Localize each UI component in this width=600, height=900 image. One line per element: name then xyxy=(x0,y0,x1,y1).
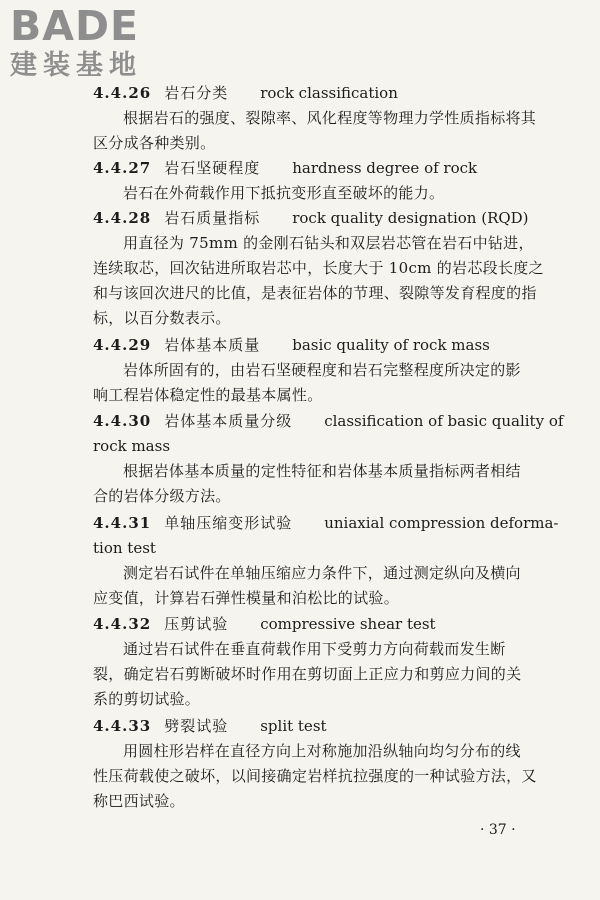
bade-logo xyxy=(10,4,180,82)
term-heading-4-4-27 xyxy=(93,158,477,178)
term-cn: 劈裂试验 xyxy=(164,717,229,735)
term-en: rock classification xyxy=(260,84,398,102)
term-en: hardness degree of rock xyxy=(292,159,478,177)
logo-text-cn: 建装基地 xyxy=(10,50,142,81)
term-cn: 单轴压缩变形试验 xyxy=(164,514,293,532)
definition-line: 用圆柱形岩样在直径方向上对称施加沿纵轴向均匀分布的线 xyxy=(123,742,521,760)
term-definition-4-4-27 xyxy=(93,183,533,208)
term-definition-4-4-29 xyxy=(93,360,533,410)
term-heading-cont xyxy=(93,436,170,456)
term-heading-4-4-28 xyxy=(93,208,529,228)
term-cn: 岩石分类 xyxy=(164,84,229,102)
logo-text-en: BADE xyxy=(10,2,140,50)
term-number: 4.4.30 xyxy=(93,412,152,430)
term-heading-4-4-29 xyxy=(93,335,490,355)
term-heading-4-4-26 xyxy=(93,83,398,103)
term-number: 4.4.32 xyxy=(93,615,152,633)
term-definition-4-4-28 xyxy=(93,233,544,333)
term-cn: 压剪试验 xyxy=(164,615,229,633)
term-en: basic quality of rock mass xyxy=(292,336,490,354)
definition-line: 性压荷载使之破坏，以间接确定岩样抗拉强度的一种试验方法，又 xyxy=(93,767,537,785)
definition-line: 系的剪切试验。 xyxy=(93,690,201,708)
definition-line: 响工程岩体稳定性的最基本属性。 xyxy=(93,386,323,404)
definition-line: 区分成各种类别。 xyxy=(93,134,216,152)
term-heading-4-4-30 xyxy=(93,411,563,431)
definition-line: 根据岩体基本质量的定性特征和岩体基本质量指标两者相结 xyxy=(123,462,521,480)
term-number: 4.4.33 xyxy=(93,717,152,735)
term-number: 4.4.27 xyxy=(93,159,152,177)
term-heading-4-4-32 xyxy=(93,614,436,634)
term-definition-4-4-33 xyxy=(93,741,537,816)
term-heading-4-4-31 xyxy=(93,513,558,533)
term-heading-cont xyxy=(93,538,156,558)
term-definition-4-4-32 xyxy=(93,639,533,714)
term-en-cont: rock mass xyxy=(93,437,171,455)
term-number: 4.4.31 xyxy=(93,514,152,532)
term-en-cont: tion test xyxy=(93,539,156,557)
definition-line: 标，以百分数表示。 xyxy=(93,309,231,327)
term-number: 4.4.26 xyxy=(93,84,152,102)
term-cn: 岩体基本质量分级 xyxy=(164,412,293,430)
term-en: uniaxial compression deforma- xyxy=(324,514,559,532)
definition-line: 通过岩石试件在垂直荷载作用下受剪力方向荷载而发生断 xyxy=(123,640,506,658)
definition-line: 合的岩体分级方法。 xyxy=(93,487,231,505)
definition-line: 根据岩石的强度、裂隙率、风化程度等物理力学性质指标将其 xyxy=(123,109,537,127)
term-en: split test xyxy=(260,717,327,735)
term-definition-4-4-30 xyxy=(93,461,533,511)
definition-line: 和与该回次进尺的比值，是表征岩体的节理、裂隙等发育程度的指 xyxy=(93,284,537,302)
definition-line: 测定岩石试件在单轴压缩应力条件下，通过测定纵向及横向 xyxy=(123,564,521,582)
term-cn: 岩石坚硬程度 xyxy=(164,159,261,177)
term-cn: 岩石质量指标 xyxy=(164,209,261,227)
term-en: classification of basic quality of xyxy=(324,412,564,430)
term-en: compressive shear test xyxy=(260,615,436,633)
term-definition-4-4-26 xyxy=(93,108,537,158)
definition-line: 岩体所固有的，由岩石坚硬程度和岩石完整程度所决定的影 xyxy=(123,361,521,379)
term-number: 4.4.28 xyxy=(93,209,152,227)
definition-line: 用直径为 75mm 的金刚石钻头和双层岩芯管在岩石中钻进， xyxy=(123,234,534,252)
page-number: · 37 · xyxy=(480,822,516,838)
term-cn: 岩体基本质量 xyxy=(164,336,261,354)
definition-line: 称巴西试验。 xyxy=(93,792,185,810)
term-en: rock quality designation (RQD) xyxy=(292,209,529,227)
term-definition-4-4-31 xyxy=(93,563,533,613)
definition-line: 连续取芯，回次钻进所取岩芯中，长度大于 10cm 的岩芯段长度之 xyxy=(93,259,544,277)
definition-line: 岩石在外荷载作用下抵抗变形直至破坏的能力。 xyxy=(123,184,445,202)
definition-line: 裂，确定岩石剪断破坏时作用在剪切面上正应力和剪应力间的关 xyxy=(93,665,522,683)
definition-line: 应变值，计算岩石弹性模量和泊松比的试验。 xyxy=(93,589,400,607)
term-number: 4.4.29 xyxy=(93,336,152,354)
term-heading-4-4-33 xyxy=(93,716,327,736)
